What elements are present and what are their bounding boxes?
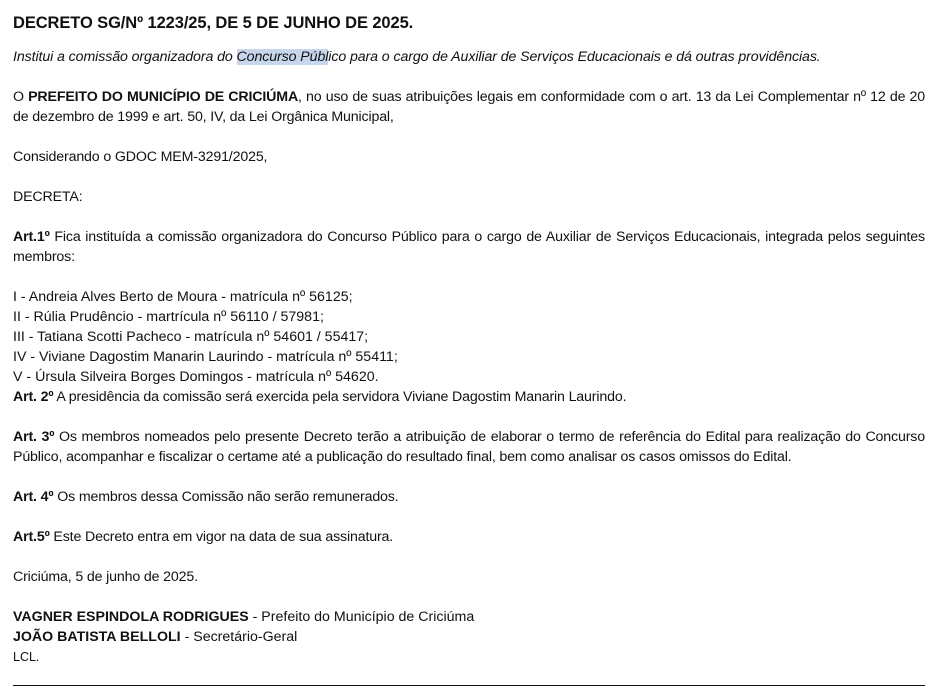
article-2-text: A presidência da comissão será exercida pela servidora Viviane Dagostim Manarin Laurindo. xyxy=(53,389,627,405)
members-list xyxy=(13,287,925,387)
article-2-label: Art. 2º xyxy=(13,389,54,405)
article-1-label: Art.1º xyxy=(13,229,50,245)
article-5-text: Este Decreto entra em vigor na data de sua assinatura. xyxy=(49,529,394,545)
article-1-text: Fica instituída a comissão organizadora do Concurso Público para o cargo de Auxiliar de Serviços Educacionais, integrada pelos seguintes membros: xyxy=(13,229,925,265)
article-1 xyxy=(13,227,925,267)
summary-text-after: ico para o cargo de Auxiliar de Serviços Educacionais e dá outras providências. xyxy=(328,49,821,65)
typist-initials: LCL. xyxy=(13,650,40,664)
signature-block xyxy=(13,607,925,667)
signature-mayor xyxy=(13,607,925,627)
article-4 xyxy=(13,487,925,507)
article-5-label: Art.5º xyxy=(13,529,50,545)
decree-summary xyxy=(13,47,925,67)
member-item: V - Úrsula Silveira Borges Domingos - matrícula nº 54620. xyxy=(13,369,379,385)
article-4-text: Os membros dessa Comissão não serão remunerados. xyxy=(53,489,399,505)
decreta-heading: DECRETA: xyxy=(13,189,83,205)
article-2 xyxy=(13,387,925,407)
article-5 xyxy=(13,527,925,547)
member-item: II - Rúlia Prudêncio - martrícula nº 56110 / 57981; xyxy=(13,309,324,325)
bottom-divider xyxy=(13,685,925,686)
article-4-label: Art. 4º xyxy=(13,489,54,505)
mayor-title: PREFEITO DO MUNICÍPIO DE CRICIÚMA xyxy=(28,89,299,105)
preamble-paragraph xyxy=(13,87,925,127)
secretary-role: - Secretário-Geral xyxy=(180,629,298,645)
article-3-text: Os membros nomeados pelo presente Decreto terão a atribuição de elaborar o termo de referência do Edital para realização do Concurso Público, acompanhar e fiscalizar o certame até a publicação do resultado final, bem como analisar os casos omissos do Edital. xyxy=(13,429,925,465)
summary-text-before: Institui a comissão organizadora do xyxy=(13,49,237,65)
mayor-name: VAGNER ESPINDOLA RODRIGUES xyxy=(13,609,249,625)
secretary-name: JOÃO BATISTA BELLOLI xyxy=(13,629,181,645)
member-item: I - Andreia Alves Berto de Moura - matrícula nº 56125; xyxy=(13,289,353,305)
considering-paragraph: Considerando o GDOC MEM-3291/2025, xyxy=(13,149,268,165)
preamble-lead: O xyxy=(13,89,29,105)
article-3 xyxy=(13,427,925,467)
selected-text-highlight[interactable]: Concurso Públ xyxy=(236,49,329,65)
signature-secretary xyxy=(13,627,925,647)
preamble-text: , no uso de suas atribuições legais em conformidade com o art. 13 da Lei Complementar nº 12 de 20 de dezembro de 1999 e art. 50, IV, da Lei Orgânica Municipal, xyxy=(13,89,925,125)
member-item: III - Tatiana Scotti Pacheco - matrícula nº 54601 / 55417; xyxy=(13,329,369,345)
place-and-date: Criciúma, 5 de junho de 2025. xyxy=(13,569,198,585)
mayor-role: - Prefeito do Município de Criciúma xyxy=(248,609,475,625)
decree-title: DECRETO SG/Nº 1223/25, DE 5 DE JUNHO DE 2025. xyxy=(13,14,414,32)
member-item: IV - Viviane Dagostim Manarin Laurindo - matrícula nº 55411; xyxy=(13,349,398,365)
decree-document xyxy=(13,12,925,667)
article-3-label: Art. 3º xyxy=(13,429,55,445)
